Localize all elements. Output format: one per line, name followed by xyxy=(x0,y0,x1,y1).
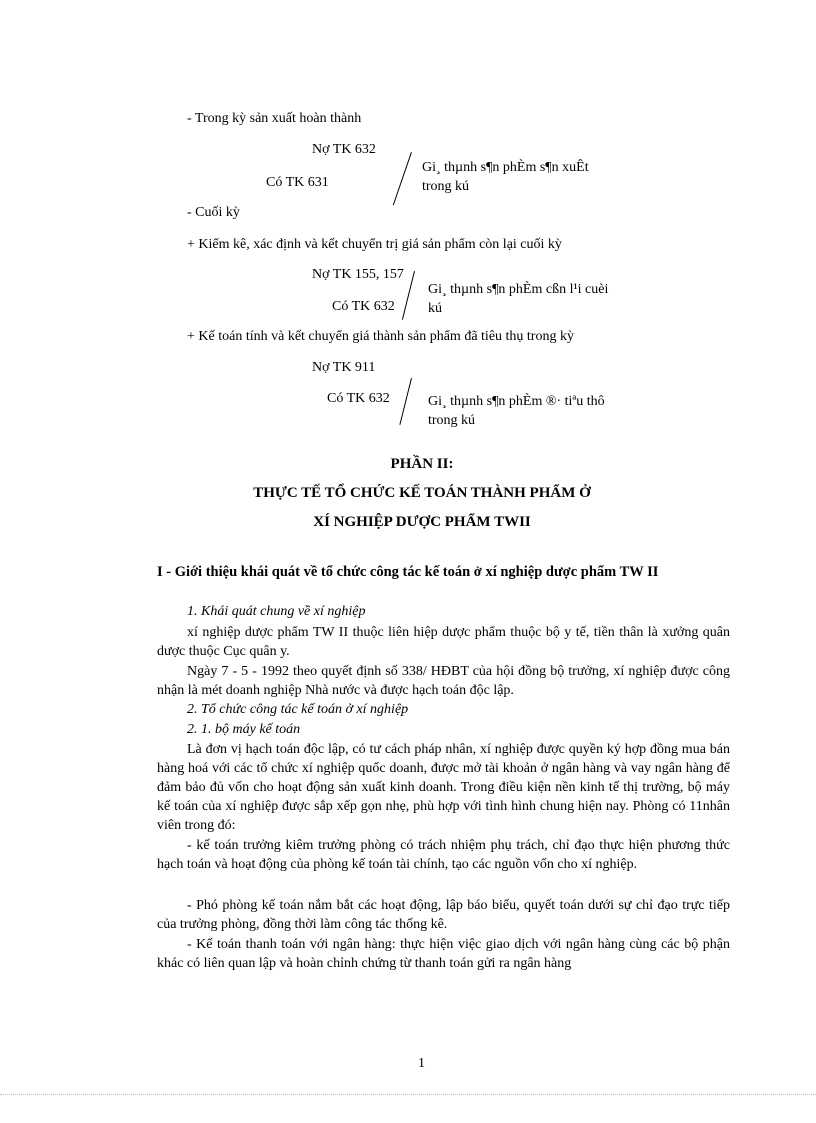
schema1-debit: Nợ TK 632 xyxy=(312,142,376,157)
paragraph-chief-accountant: - kế toán trưởng kiêm trưởng phòng có trách nhiệm phụ trách, chỉ đạo thực hiện phương thức hạch toán và hoạt động của phòng kế toán tài chính, tạo các nguồn vốn cho xí nghiệp. xyxy=(157,838,730,872)
schema3-note-line2: trong kú xyxy=(428,413,476,428)
paragraph-overview: xí nghiệp dược phẩm TW II thuộc liên hiệp dược phẩm thuộc bộ y tế, tiền thân là xưởng quân dược thuộc Cục quân y. xyxy=(157,625,730,659)
paragraph-bank-accountant: - Kế toán thanh toán với ngân hàng: thực hiện việc giao dịch với ngân hàng cùng các bộ phận khác có liên quan lập và hoàn chỉnh chứng từ thanh toán gửi ra ngân hàng xyxy=(157,937,730,971)
paragraph-deputy-head: - Phó phòng kế toán nắm bắt các hoạt động, lập báo biểu, quyết toán dưới sự chỉ đạo trực tiếp của trưởng phòng, đồng thời làm công tác thống kê. xyxy=(157,898,730,932)
schema1-slash xyxy=(393,152,412,205)
page-number: 1 xyxy=(418,1056,425,1071)
schema2-note-line1: Gi¸ thµnh s¶n phÈm cßn l¹i cuèi xyxy=(428,282,609,297)
paragraph-apparatus: Là đơn vị hạch toán độc lập, có tư cách pháp nhân, xí nghiệp được quyền ký hợp đồng mua bán hàng hoá với các tổ chức xí nghiệp quốc doanh, được mở tài khoản ở ngân hàng và vay ngân hàng để đảm bảo đủ vốn cho hoạt động sản xuất kinh doanh. Trong điều kiện nền kinh tế thị trường, bộ máy kế toán của xí nghiệp được sắp xếp gọn nhẹ, phù hợp với tình hình chung hiện nay. Phòng có 11nhân viên trong đó: xyxy=(157,742,730,833)
schema1-intro: - Trong kỳ sản xuất hoàn thành xyxy=(187,111,362,126)
schema2-credit: Có TK 632 xyxy=(332,299,395,314)
schema2-note-line2: kú xyxy=(428,301,442,316)
section-heading: I - Giới thiệu khái quát về tổ chức công tác kế toán ở xí nghiệp dược phẩm TW II xyxy=(157,564,659,580)
part-title-line2: XÍ NGHIỆP DƯỢC PHẨM TWII xyxy=(313,514,531,530)
page-bottom-rule xyxy=(0,1094,816,1095)
paragraph-establishment: Ngày 7 - 5 - 1992 theo quyết định số 338/ HĐBT của hội đồng bộ trưởng, xí nghiệp được công nhận là mét doanh nghiệp Nhà nước và được hạch toán độc lập. xyxy=(157,664,730,698)
schema3-credit: Có TK 632 xyxy=(327,391,390,406)
schema1-note-line2: trong kú xyxy=(422,179,470,194)
part-label: PHẦN II: xyxy=(390,456,454,472)
schema3-note-line1: Gi¸ thµnh s¶n phÈm ®· tiªu thô xyxy=(428,394,605,409)
part-title-line1: THỰC TẾ TỔ CHỨC KẾ TOÁN THÀNH PHẨM Ở xyxy=(253,485,591,501)
schema1-note-line1: Gi¸ thµnh s¶n phÈm s¶n xuÊt xyxy=(422,160,589,175)
schema3-debit: Nợ TK 911 xyxy=(312,360,376,375)
schema2-debit: Nợ TK 155, 157 xyxy=(312,267,404,282)
schema3-intro: + Kế toán tính và kết chuyển giá thành sản phẩm đã tiêu thụ trong kỳ xyxy=(187,329,574,344)
subheading-accounting-apparatus: 2. 1. bộ máy kế toán xyxy=(187,722,301,737)
schema3-slash xyxy=(399,378,412,425)
schema2-intro: + Kiểm kê, xác định và kết chuyển trị giá sản phẩm còn lại cuối kỳ xyxy=(187,237,562,252)
subheading-accounting-org: 2. Tổ chức công tác kế toán ở xí nghiệp xyxy=(187,702,409,717)
schema1-credit: Có TK 631 xyxy=(266,175,329,190)
end-of-period-label: - Cuối kỳ xyxy=(187,205,240,220)
subheading-overview: 1. Khái quát chung về xí nghiệp xyxy=(187,604,366,619)
